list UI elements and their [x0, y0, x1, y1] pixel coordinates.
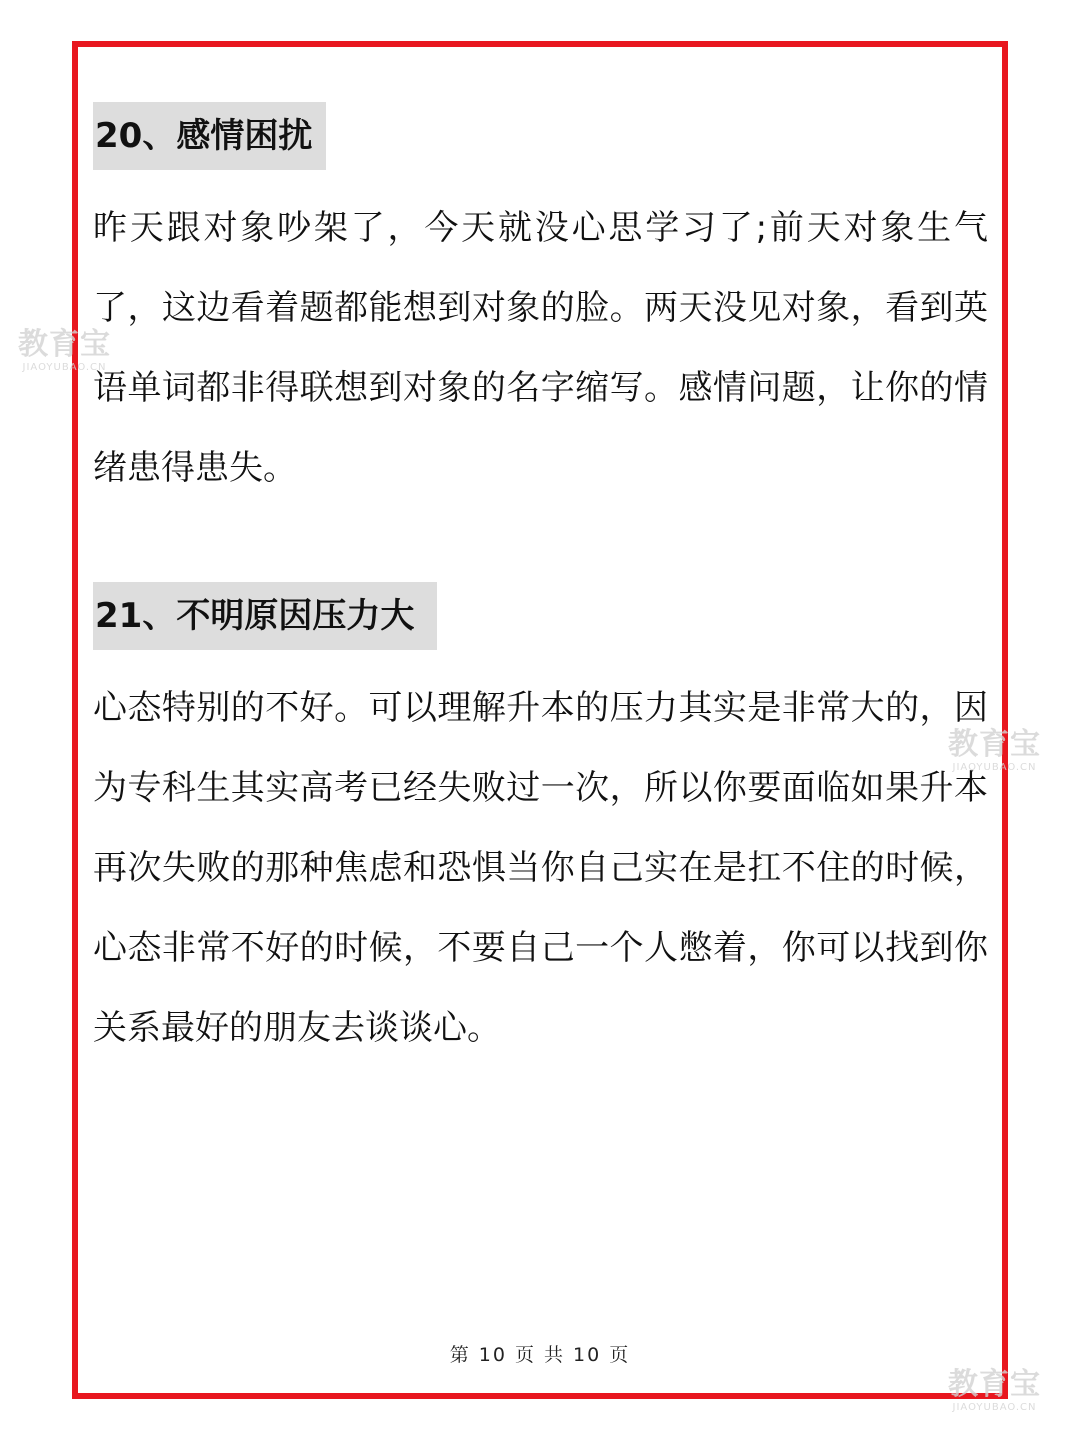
section-body: 昨天跟对象吵架了，今天就没心思学习了;前天对象生气了，这边看着题都能想到对象的脸。两天没见对象，看到英语单词都非得联想到对象的名字缩写。感情问题，让你的情绪患得患失。 [93, 208, 988, 488]
section-heading: 21、不明原因压力大 [93, 582, 437, 650]
section-body: 心态特别的不好。可以理解升本的压力其实是非常大的，因为专科生其实高考已经失败过一次，所以你要面临如果升本再次失败的那种焦虑和恐惧当你自己实在是扛不住的时候，心态非常不好的时候，不要自己一个人憋着，你可以找到你关系最好的朋友去谈谈心。 [93, 688, 988, 1048]
section-heading: 20、感情困扰 [93, 102, 326, 170]
watermark-text: 教育宝 [948, 1367, 1041, 1402]
watermark-text: 教育宝 [948, 727, 1041, 762]
watermark-url: JIAOYUBAO.CN [22, 362, 107, 373]
watermark-text: 教育宝 [18, 327, 111, 362]
watermark-url: JIAOYUBAO.CN [952, 762, 1037, 773]
page-number: 第 10 页 共 10 页 [449, 1344, 631, 1366]
watermark-url: JIAOYUBAO.CN [952, 1402, 1037, 1413]
section-21 [93, 582, 993, 1068]
section-20 [93, 102, 993, 508]
watermark-logo [948, 1368, 1041, 1414]
